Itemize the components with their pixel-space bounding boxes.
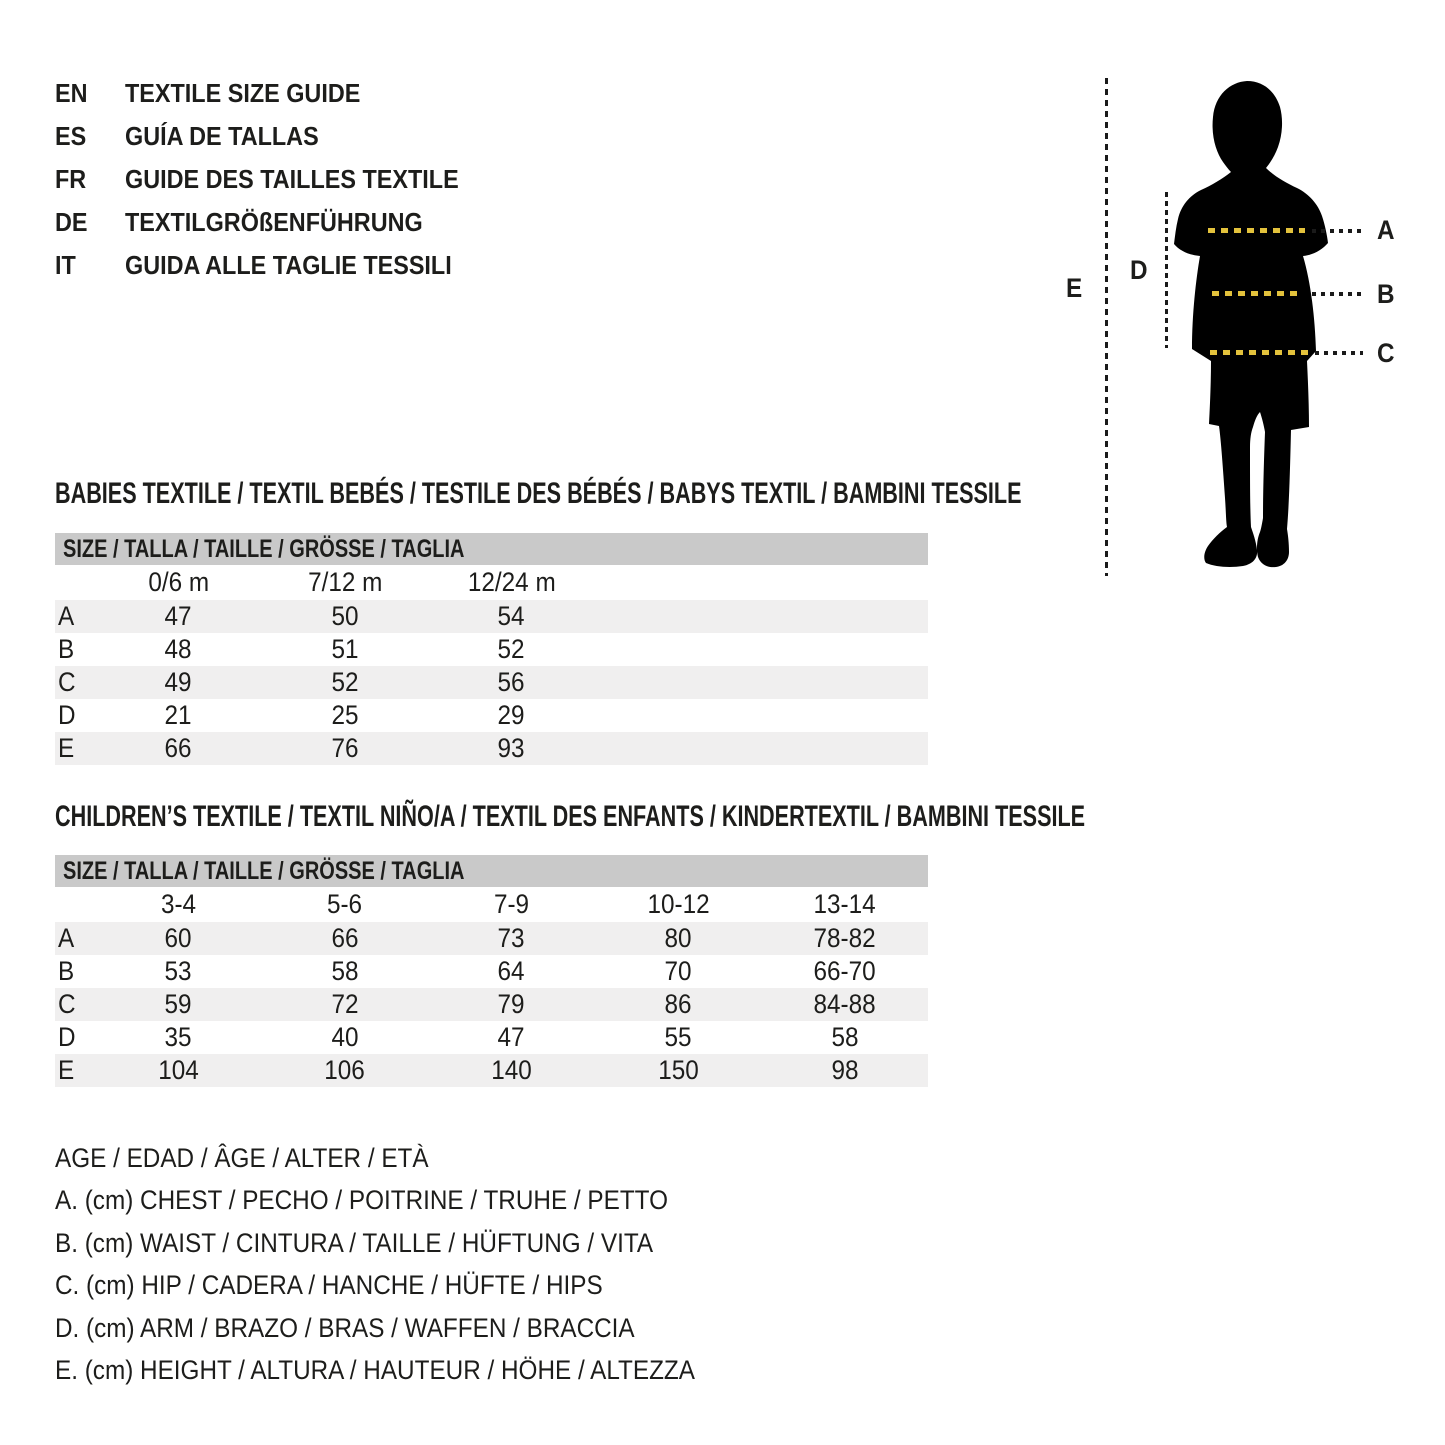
- column-header: 5-6: [327, 889, 363, 919]
- size-value-cell: 52: [331, 667, 359, 697]
- legend-item-waist: B. (cm) WAIST / CINTURA / TAILLE / HÜFTUNG / VITA: [55, 1227, 654, 1258]
- legend-item-hip: C. (cm) HIP / CADERA / HANCHE / HÜFTE / HIPS: [55, 1270, 603, 1301]
- language-code: EN: [55, 78, 88, 108]
- size-value-cell: 72: [331, 989, 359, 1019]
- guide-title: TEXTILE SIZE GUIDE: [125, 78, 361, 108]
- size-value-cell: 48: [164, 634, 192, 664]
- legend-item-height: E. (cm) HEIGHT / ALTURA / HAUTEUR / HÖHE / ALTEZZA: [55, 1355, 695, 1386]
- size-value-cell: 140: [491, 1055, 532, 1085]
- measurement-legend: [55, 1137, 766, 1392]
- column-header: 7-9: [493, 889, 530, 919]
- table-row: [55, 600, 928, 633]
- language-title-list: [55, 72, 496, 287]
- size-value-cell: 53: [164, 956, 192, 986]
- row-label: C: [58, 667, 76, 697]
- table-row: [55, 1054, 928, 1087]
- size-value-cell: 58: [331, 956, 359, 986]
- column-header: 12/24 m: [467, 567, 556, 597]
- size-value-cell: 60: [164, 923, 192, 953]
- column-header: 7/12 m: [307, 567, 383, 597]
- language-row-en: [55, 72, 496, 115]
- hip-leader-dots-C: [1315, 351, 1363, 355]
- language-row-de: [55, 201, 496, 244]
- size-value-cell: 52: [497, 634, 525, 664]
- size-value-cell: 93: [497, 733, 525, 763]
- size-value-cell: 106: [324, 1055, 366, 1085]
- row-label: E: [58, 733, 75, 763]
- language-code: FR: [55, 164, 87, 194]
- size-value-cell: 21: [164, 700, 192, 730]
- chest-leader-dots-A: [1312, 229, 1362, 233]
- figure-label-C: C: [1377, 338, 1395, 368]
- children-section-heading: CHILDREN’S TEXTILE / TEXTIL NIÑO/A / TEXTIL DES ENFANTS / KINDERTEXTIL / BAMBINI TESSILE: [55, 800, 1086, 833]
- size-value-cell: 54: [497, 601, 525, 631]
- language-row-es: [55, 115, 496, 158]
- size-value-cell: 29: [497, 700, 525, 730]
- row-label: A: [58, 923, 75, 953]
- row-label: B: [58, 634, 75, 664]
- column-header-row: [55, 887, 928, 922]
- column-header: 13-14: [813, 889, 876, 919]
- size-value-cell: 73: [497, 923, 525, 953]
- row-label: B: [58, 956, 75, 986]
- size-value-cell: 79: [497, 989, 525, 1019]
- waist-measure-dash-B: [1212, 291, 1299, 296]
- size-header-bar: SIZE / TALLA / TAILLE / GRÖSSE / TAGLIA: [55, 533, 928, 565]
- waist-leader-dots-B: [1312, 292, 1362, 296]
- size-value-cell: 66: [331, 923, 359, 953]
- size-value-cell: 56: [497, 667, 525, 697]
- size-value-cell: 64: [497, 956, 525, 986]
- size-value-cell: 86: [664, 989, 692, 1019]
- row-label: D: [58, 700, 76, 730]
- size-value-cell: 55: [664, 1022, 692, 1052]
- legend-item-chest: A. (cm) CHEST / PECHO / POITRINE / TRUHE / PETTO: [55, 1185, 668, 1216]
- row-label: A: [58, 601, 75, 631]
- guide-title: GUIDE DES TAILLES TEXTILE: [125, 164, 459, 194]
- size-value-cell: 47: [164, 601, 192, 631]
- language-code: IT: [55, 250, 76, 280]
- table-row: [55, 732, 928, 765]
- size-value-cell: 59: [164, 989, 192, 1019]
- figure-label-B: B: [1377, 279, 1395, 309]
- size-value-cell: 66-70: [813, 956, 876, 986]
- table-row: [55, 666, 928, 699]
- row-label: C: [58, 989, 76, 1019]
- size-value-cell: 40: [331, 1022, 359, 1052]
- column-header: 10-12: [647, 889, 710, 919]
- column-header: 0/6 m: [147, 567, 209, 597]
- arm-measure-line-D: [1165, 192, 1168, 348]
- size-value-cell: 25: [331, 700, 359, 730]
- table-row: [55, 633, 928, 666]
- figure-label-D: D: [1130, 255, 1148, 285]
- guide-title: GUÍA DE TALLAS: [125, 121, 319, 151]
- legend-age-line: AGE / EDAD / ÂGE / ALTER / ETÀ: [55, 1142, 429, 1173]
- legend-item-arm: D. (cm) ARM / BRAZO / BRAS / WAFFEN / BRACCIA: [55, 1312, 635, 1343]
- size-value-cell: 104: [158, 1055, 199, 1085]
- table-row: [55, 922, 928, 955]
- size-value-cell: 66: [164, 733, 192, 763]
- language-code: ES: [55, 121, 87, 151]
- figure-label-A: A: [1377, 215, 1395, 245]
- hip-measure-dash-C: [1210, 350, 1308, 355]
- size-value-cell: 58: [831, 1022, 859, 1052]
- children-size-table: [55, 855, 928, 1087]
- language-row-fr: [55, 158, 496, 201]
- table-row: [55, 955, 928, 988]
- babies-section-heading: BABIES TEXTILE / TEXTIL BEBÉS / TESTILE DES BÉBÉS / BABYS TEXTIL / BAMBINI TESSILE: [55, 477, 1022, 510]
- size-value-cell: 49: [164, 667, 192, 697]
- guide-title: TEXTILGRÖßENFÜHRUNG: [125, 207, 423, 237]
- size-value-cell: 84-88: [813, 989, 876, 1019]
- table-row: [55, 699, 928, 732]
- size-value-cell: 150: [657, 1055, 699, 1085]
- guide-title: GUIDA ALLE TAGLIE TESSILI: [125, 250, 452, 280]
- size-value-cell: 70: [664, 956, 692, 986]
- babies-size-table: [55, 533, 928, 765]
- column-header: 3-4: [160, 889, 196, 919]
- size-value-cell: 47: [497, 1022, 525, 1052]
- row-label: E: [58, 1055, 75, 1085]
- column-header-row: [55, 565, 928, 600]
- row-label: D: [58, 1022, 76, 1052]
- table-row: [55, 988, 928, 1021]
- size-value-cell: 50: [331, 601, 359, 631]
- size-value-cell: 76: [331, 733, 359, 763]
- size-value-cell: 98: [831, 1055, 859, 1085]
- size-header-bar: SIZE / TALLA / TAILLE / GRÖSSE / TAGLIA: [55, 855, 928, 887]
- size-value-cell: 51: [331, 634, 359, 664]
- size-value-cell: 80: [664, 923, 692, 953]
- table-row: [55, 1021, 928, 1054]
- size-value-cell: 35: [164, 1022, 192, 1052]
- size-value-cell: 78-82: [813, 923, 876, 953]
- language-code: DE: [55, 207, 88, 237]
- chest-measure-dash-A: [1208, 228, 1305, 233]
- figure-label-E: E: [1066, 273, 1083, 303]
- language-row-it: [55, 244, 496, 287]
